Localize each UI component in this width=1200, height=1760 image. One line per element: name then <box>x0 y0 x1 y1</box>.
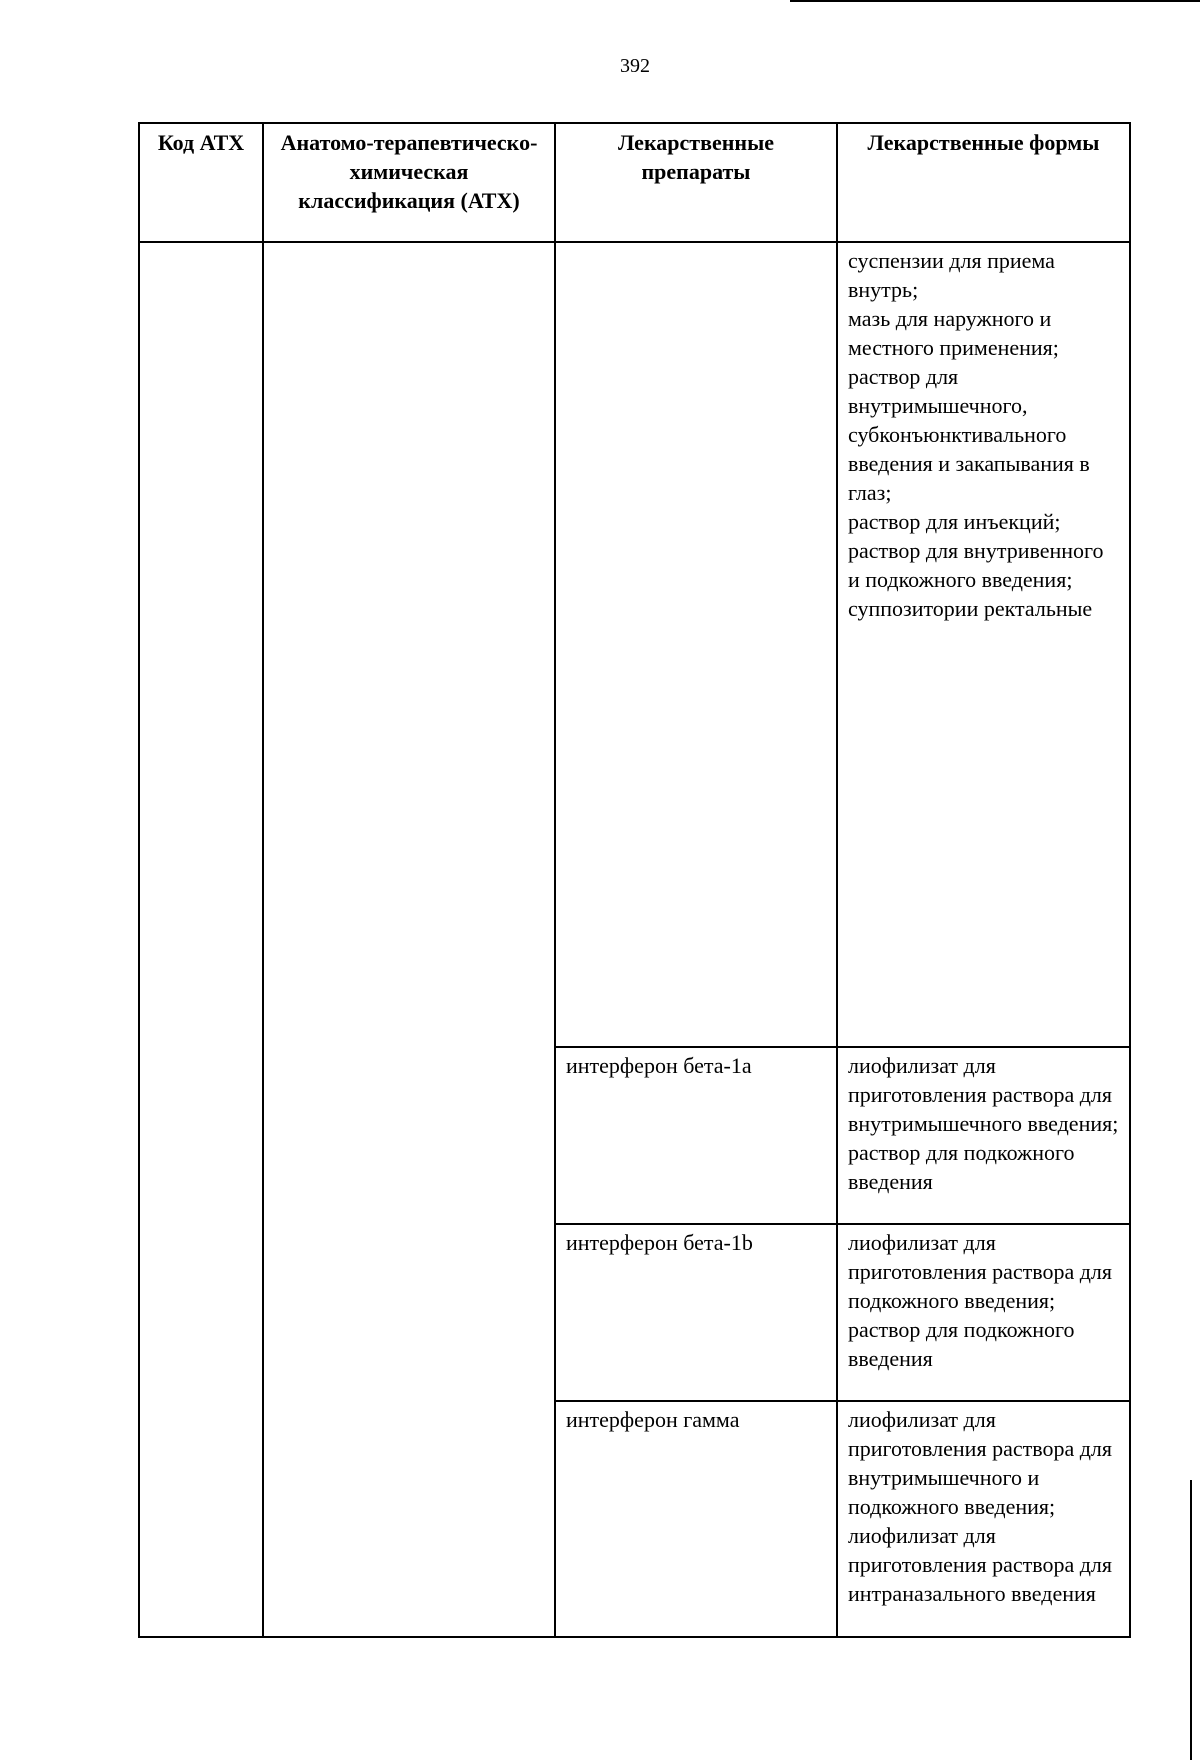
cell-dosage-forms: лиофилизат для приготовления раствора для подкожного введения; раствор для подкожного введения <box>837 1224 1130 1401</box>
header-dosage-forms: Лекарственные формы <box>837 123 1130 242</box>
drug-classification-table <box>138 122 1131 1638</box>
page-number: 392 <box>620 55 650 77</box>
header-atc-code: Код АТХ <box>139 123 263 242</box>
cell-drug <box>555 242 837 1047</box>
cell-dosage-forms: суспензии для приема внутрь; мазь для наружного и местного применения; раствор для внутримышечного, субконъюнктивального введения и закапывания в глаз; раствор для инъекций; раствор для внутривенного и подкожного введения; суппозитории ректальные <box>837 242 1130 1047</box>
header-drugs: Лекарственные препараты <box>555 123 837 242</box>
header-atc-classification: Анатомо-терапевтическо-химическая классификация (АТХ) <box>263 123 555 242</box>
cell-dosage-forms: лиофилизат для приготовления раствора для внутримышечного и подкожного введения; лиофилизат для приготовления раствора для интраназального введения <box>837 1401 1130 1637</box>
right-edge-mark <box>1190 1480 1192 1760</box>
cell-drug: интерферон бета-1a <box>555 1047 837 1224</box>
cell-dosage-forms: лиофилизат для приготовления раствора для внутримышечного введения; раствор для подкожного введения <box>837 1047 1130 1224</box>
cell-drug: интерферон гамма <box>555 1401 837 1637</box>
table-header-row <box>139 123 1130 242</box>
cell-atc-classification <box>263 242 555 1637</box>
cell-atc-code <box>139 242 263 1637</box>
table-row <box>139 242 1130 1047</box>
cell-drug: интерферон бета-1b <box>555 1224 837 1401</box>
top-edge-rule <box>790 0 1200 2</box>
